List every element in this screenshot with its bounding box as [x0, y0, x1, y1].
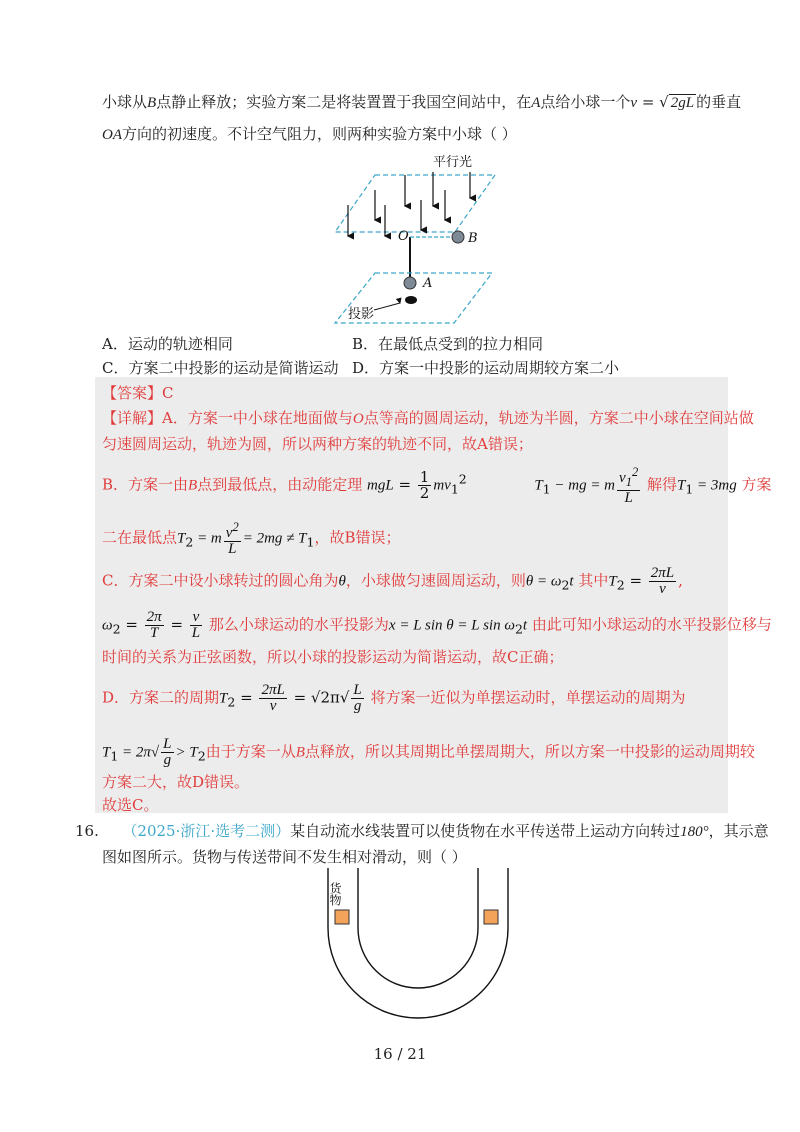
detail-a-line2: 匀速圆周运动，轨迹为圆，所以两种方案的轨迹不同，故A错误；: [102, 435, 533, 453]
conveyor-figure: [318, 868, 518, 1028]
conveyor-inner: [358, 868, 478, 988]
ball-b: [452, 231, 464, 243]
page-number: 16 / 21: [373, 1045, 427, 1063]
question-line-1: 小球从B点静止释放；实验方案二是将装置置于我国空间站中，在A点给小球一个v = √ 2gL 的垂直: [102, 93, 742, 111]
detail-c-line3: 时间的关系为正弦函数，所以小球的投影运动为简谐运动，故C正确；: [102, 648, 564, 666]
detail-d-line3: 方案二大，故D错误。: [102, 773, 250, 791]
conveyor-outer: [328, 868, 508, 1018]
answer-tag: 【答案】C: [102, 384, 174, 402]
q16-line1: 16. （2025·浙江·选考二测）某自动流水线装置可以使货物在水平传送带上运动方向转过180°，其示意: [75, 822, 769, 840]
pendulum-figure: [330, 150, 500, 330]
label-a: A: [423, 276, 433, 291]
ball-a: [404, 277, 416, 289]
final-answer: 故选C。: [102, 796, 159, 814]
goods-box-right: [484, 910, 498, 924]
detail-b-line1: B．方案一由B点到最低点，由动能定理 mgL = $\frac{1}{2}$ $mv_1^2$ $T_1$ − mg = m $\frac{v_1^2}{L}$ 解得$T_1 = 3mg$ 方案: [102, 465, 772, 506]
question-line-2: OA方向的初速度。不计空气阻力，则两种实验方案中小球（ ）: [102, 125, 517, 143]
detail-c-line2: $\omega_2$ = $\frac{2\pi}{T}$ = $\frac{v}{L}$ 那么小球运动的水平投影为x = L sin θ = L $\sin \omega_2t$ 由此可知小球运动的水平投影位移与: [102, 609, 772, 641]
q16-number: 16.: [75, 822, 99, 840]
detail-c-line1: C．方案二中设小球转过的圆心角为θ，小球做匀速圆周运动，则$\theta = \omega_2t$ 其中$T_2$ = $\frac{2\pi L}{v}$ ,: [102, 565, 683, 597]
goods-box-left: [335, 910, 349, 924]
detail-b-line2: 二在最低点$T_2 = m$ $\frac{v^2}{L}$ = $2mg \ne T_1$，故B错误；: [102, 520, 401, 557]
label-b: B: [468, 231, 478, 246]
detail-a-line1: 【详解】A．方案一中小球在地面做与O点等高的圆周运动，轨迹为半圆，方案二中小球在空间站做: [102, 409, 754, 427]
detail-d-line2: $T_1 = 2\pi√$ $\frac{L}{g}$ > $T_2$由于方案一从B点释放，所以其周期比单摆周期大，所以方案一中投影的运动周期较: [102, 736, 755, 768]
label-o: O: [398, 229, 409, 244]
projection-label: 投影: [348, 307, 375, 322]
q16-source: （2025·浙江·选考二测）: [122, 822, 291, 840]
parallel-light-label: 平行光: [433, 155, 473, 170]
q16-line2: 图如图所示。货物与传送带间不发生相对滑动，则（ ）: [102, 848, 467, 866]
option-c[interactable]: C．方案二中投影的运动是简谐运动: [102, 359, 339, 377]
goods-label: 货物: [328, 882, 342, 906]
option-d[interactable]: D．方案一中投影的运动周期较方案二小: [352, 359, 620, 377]
option-b[interactable]: B．在最低点受到的拉力相同: [352, 335, 544, 353]
option-a[interactable]: A．运动的轨迹相同: [102, 335, 233, 353]
upper-plane: [335, 175, 495, 232]
light-arrows: [348, 172, 470, 236]
shadow: [405, 296, 417, 304]
detail-d-line1: D．方案二的周期$T_2$ = $\frac{2\pi L}{v}$ = √2π√ $\frac{L}{g}$ 将方案一近似为单摆运动时，单摆运动的周期为: [102, 682, 686, 714]
